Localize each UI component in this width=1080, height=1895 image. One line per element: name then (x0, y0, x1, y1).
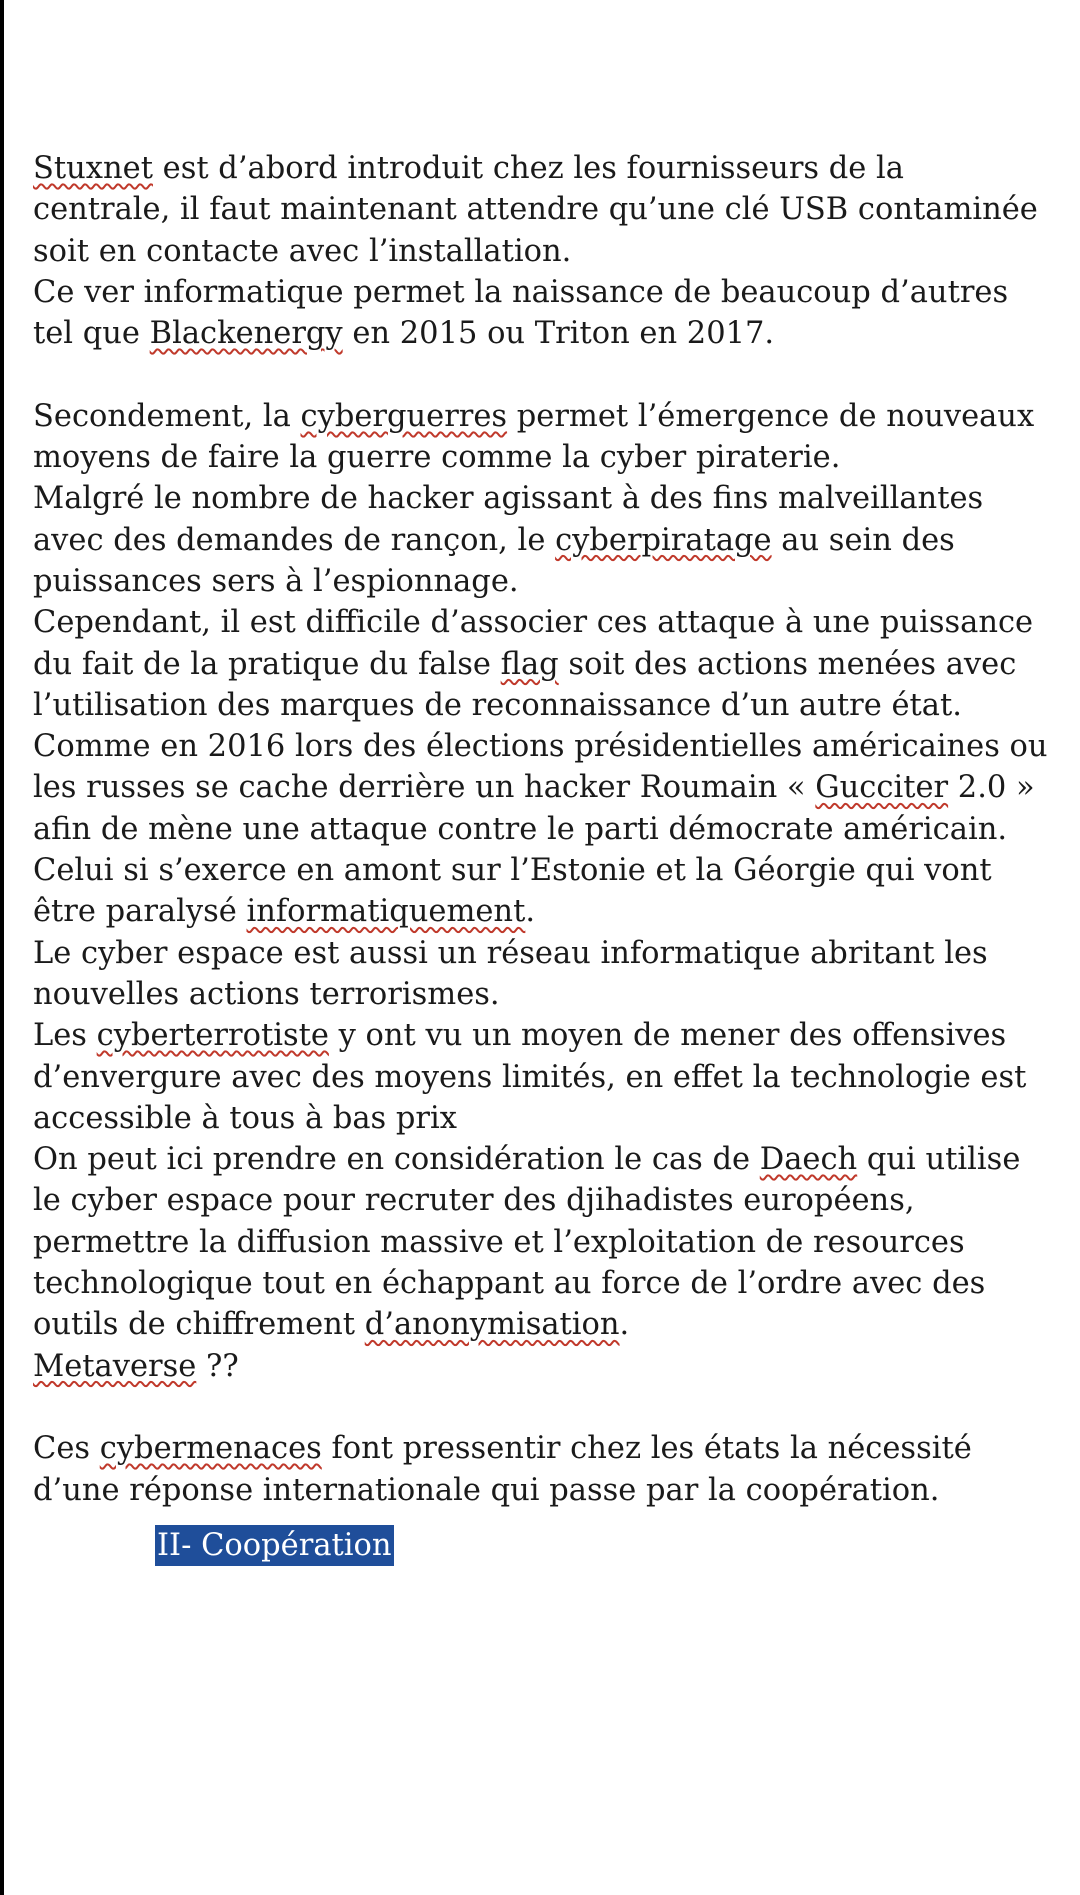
text-line[interactable] (33, 1304, 1063, 1345)
text-line[interactable] (33, 520, 1063, 561)
text-run: Ces (33, 1431, 100, 1467)
document-page[interactable] (33, 148, 1063, 1593)
text-run: 2.0 » (948, 770, 1035, 806)
text-run: Cependant, il est difficile d’associer ces attaque à une puissance (33, 605, 1034, 641)
text-line[interactable] (33, 1428, 1063, 1469)
text-line[interactable] (33, 1015, 1063, 1056)
text-run: permettre la diffusion massive et l’exploitation de resources (33, 1224, 965, 1260)
text-run: ?? (196, 1348, 239, 1384)
text-line[interactable] (33, 313, 1063, 354)
text-line[interactable] (33, 231, 1063, 272)
text-run: les russes se cache derrière un hacker Roumain « (33, 770, 816, 806)
text-run: . (619, 1307, 630, 1343)
text-line[interactable] (33, 602, 1063, 643)
text-run: est d’abord introduit chez les fournisseurs de la (152, 151, 904, 186)
text-line[interactable] (33, 1222, 1063, 1263)
misspelled-word[interactable]: Daech (759, 1142, 858, 1178)
text-run: . (525, 894, 536, 930)
blank-line (33, 354, 1063, 395)
text-run: d’une réponse internationale qui passe par la coopération. (33, 1472, 940, 1508)
text-line[interactable] (33, 726, 1063, 767)
misspelled-word[interactable]: Blackenergy (149, 316, 343, 352)
text-line[interactable] (33, 644, 1063, 685)
text-run: Secondement, la (33, 398, 301, 434)
text-run: du fait de la pratique du false (33, 646, 501, 682)
text-run: soit des actions menées avec (558, 646, 1017, 682)
left-edge-border (0, 0, 4, 1895)
misspelled-word[interactable]: cyberguerres (300, 398, 508, 434)
text-run: Celui si s’exerce en amont sur l’Estonie et la Géorgie qui vont (33, 853, 992, 889)
misspelled-word[interactable]: informatiquement (246, 894, 526, 930)
text-run: qui utilise (857, 1142, 1021, 1178)
text-run: puissances sers à l’espionnage. (33, 563, 519, 599)
text-line[interactable] (33, 561, 1063, 602)
text-run: être paralysé (33, 894, 247, 930)
section-heading-row (33, 1511, 1063, 1593)
text-line[interactable] (33, 1180, 1063, 1221)
text-line[interactable] (33, 1057, 1063, 1098)
misspelled-word[interactable]: Metaverse (33, 1348, 197, 1384)
text-line[interactable] (33, 809, 1063, 850)
misspelled-word[interactable]: Stuxnet (33, 151, 153, 186)
text-line[interactable] (33, 891, 1063, 932)
misspelled-word[interactable]: Gucciter (815, 770, 949, 806)
text-run: au sein des (771, 522, 955, 558)
misspelled-word[interactable]: flag (500, 646, 559, 682)
misspelled-word[interactable]: cybermenaces (99, 1431, 322, 1467)
text-line[interactable] (33, 1139, 1063, 1180)
text-line[interactable] (33, 272, 1063, 313)
text-line[interactable] (33, 1263, 1063, 1304)
text-run: tel que (33, 316, 150, 352)
text-run: On peut ici prendre en considération le cas de (33, 1142, 760, 1178)
text-run: l’utilisation des marques de reconnaissance d’un autre état. (33, 687, 962, 723)
text-line[interactable] (33, 1098, 1063, 1139)
text-line[interactable] (33, 850, 1063, 891)
text-line[interactable] (33, 974, 1063, 1015)
text-run: font pressentir chez les états la nécessité (321, 1431, 972, 1467)
text-run: soit en contacte avec l’installation. (33, 233, 572, 269)
text-run: afin de mène une attaque contre le parti démocrate américain. (33, 811, 1008, 847)
text-run: en 2015 ou Triton en 2017. (342, 316, 775, 352)
text-run: Comme en 2016 lors des élections présidentielles américaines ou (33, 729, 1048, 765)
text-run: centrale, il faut maintenant attendre qu’une clé USB contaminée (33, 192, 1038, 228)
text-run: outils de chiffrement (33, 1307, 365, 1343)
text-line[interactable] (33, 437, 1063, 478)
text-run: y ont vu un moyen de mener des offensives (328, 1018, 1007, 1054)
text-line[interactable] (33, 148, 1063, 189)
text-run: Le cyber espace est aussi un réseau informatique abritant les (33, 935, 988, 971)
text-line[interactable] (33, 767, 1063, 808)
document-body[interactable] (33, 148, 1063, 1511)
text-line[interactable] (33, 685, 1063, 726)
text-run: nouvelles actions terrorismes. (33, 976, 500, 1012)
text-line[interactable] (33, 396, 1063, 437)
text-line[interactable] (33, 1346, 1063, 1387)
text-run: le cyber espace pour recruter des djihadistes européens, (33, 1183, 915, 1219)
text-run: Les (33, 1018, 97, 1054)
text-run: permet l’émergence de nouveaux (507, 398, 1035, 434)
text-line[interactable] (33, 1470, 1063, 1511)
text-run: accessible à tous à bas prix (33, 1100, 457, 1136)
text-line[interactable] (33, 933, 1063, 974)
misspelled-word[interactable]: cyberterrotiste (96, 1018, 329, 1054)
misspelled-word[interactable]: d’anonymisation (364, 1307, 620, 1343)
blank-line (33, 1387, 1063, 1428)
text-run: Malgré le nombre de hacker agissant à des fins malveillantes (33, 481, 984, 517)
text-line[interactable] (33, 189, 1063, 230)
text-run: avec des demandes de rançon, le (33, 522, 556, 558)
text-line[interactable] (33, 478, 1063, 519)
misspelled-word[interactable]: cyberpiratage (555, 522, 772, 558)
text-run: d’envergure avec des moyens limités, en effet la technologie est (33, 1059, 1027, 1095)
text-run: moyens de faire la guerre comme la cyber piraterie. (33, 440, 841, 476)
text-run: technologique tout en échappant au force de l’ordre avec des (33, 1266, 986, 1302)
text-run: Ce ver informatique permet la naissance de beaucoup d’autres (33, 274, 1009, 310)
section-heading-selected[interactable]: II- Coopération (155, 1525, 394, 1566)
